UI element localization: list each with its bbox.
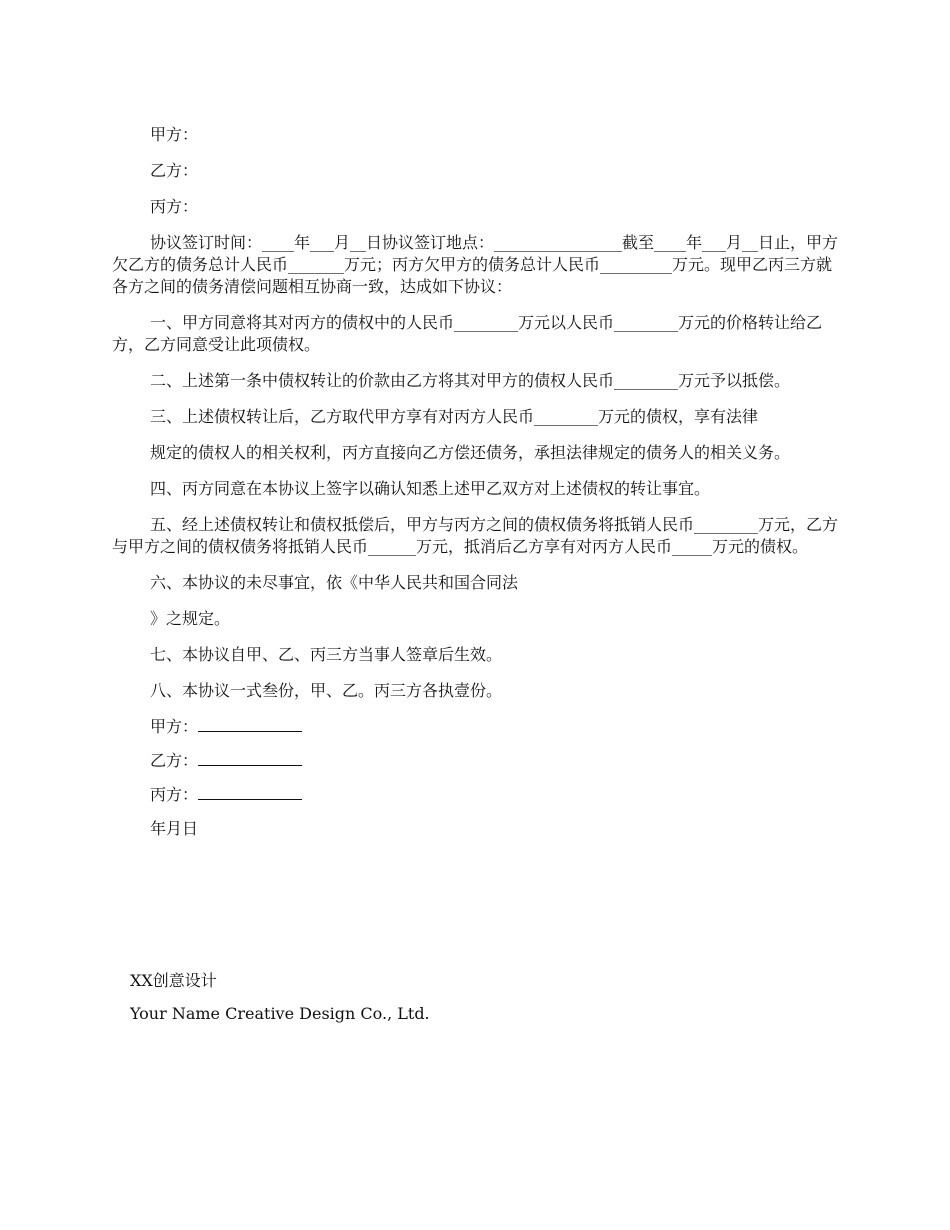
clause-3-part-1: 三、上述债权转让后，乙方取代甲方享有对丙方人民币________万元的债权，享有法律: [150, 407, 759, 426]
signature-line-c: [198, 785, 302, 800]
signature-line-a: [198, 717, 302, 732]
clause-4: 四、丙方同意在本协议上签字以确认知悉上述甲乙双方对上述债权的转让事宜。: [150, 479, 711, 498]
signature-label-a: 甲方：: [150, 717, 199, 736]
signature-label-c: 丙方：: [150, 785, 199, 804]
signature-party-c: [112, 784, 842, 806]
clause-2: 二、上述第一条中债权转让的价款由乙方将其对甲方的债权人民币________万元予以抵偿。: [150, 371, 791, 390]
agreement-body: [112, 124, 842, 854]
signature-party-b: [112, 750, 842, 772]
clause-5: 五、经上述债权转让和债权抵偿后，甲方与丙方之间的债权债务将抵销人民币________万元，乙方与甲方之间的债权债务将抵销人民币______万元，抵消后乙方享有对丙方人民币_____万元的债权。: [112, 515, 839, 556]
party-a-label: 甲方：: [150, 125, 199, 144]
signature-label-b: 乙方：: [150, 751, 199, 770]
clause-6-part-1: 六、本协议的未尽事宜，依《中华人民共和国合同法: [150, 573, 519, 592]
intro-paragraph: 协议签订时间：____年___月__日协议签订地点：________________截至____年___月__日止，甲方欠乙方的债务总计人民币_______万元；丙方欠甲方的债务总计人民币_________万元。现甲乙丙三方就各方之间的债务清偿问题相互协商一致，达成如下协议：: [112, 233, 839, 296]
party-c-label: 丙方：: [150, 197, 199, 216]
clause-1: 一、甲方同意将其对丙方的债权中的人民币________万元以人民币________万元的价格转让给乙方，乙方同意受让此项债权。: [112, 313, 823, 354]
clause-8: 八、本协议一式叁份，甲、乙。丙三方各执壹份。: [150, 681, 503, 700]
clause-7: 七、本协议自甲、乙、丙三方当事人签章后生效。: [150, 645, 503, 664]
company-name-en: Your Name Creative Design Co., Ltd.: [130, 1004, 430, 1023]
company-name-cn: XX创意设计: [130, 971, 217, 990]
clause-6-part-2: 》之规定。: [150, 609, 231, 628]
party-b-label: 乙方：: [150, 161, 199, 180]
signature-party-a: [112, 716, 842, 738]
clause-3-part-2: 规定的债权人的相关权利，丙方直接向乙方偿还债务，承担法律规定的债务人的相关义务。: [150, 443, 791, 462]
signature-line-b: [198, 751, 302, 766]
signature-date: 年月日: [150, 819, 199, 838]
